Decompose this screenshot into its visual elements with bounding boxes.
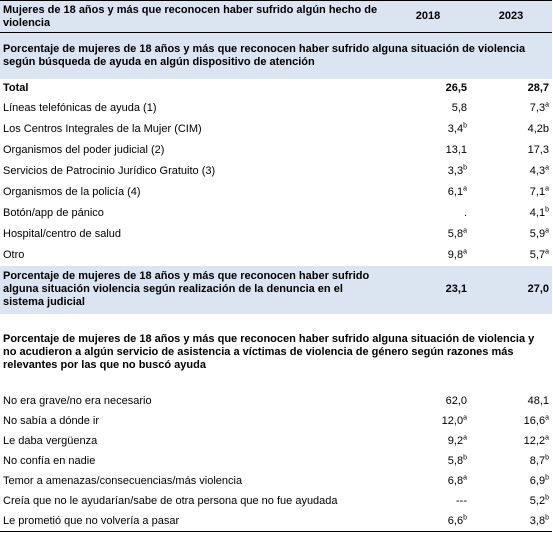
reliability-note: b (545, 205, 549, 213)
value-text: 4,1 (529, 206, 546, 219)
reason-row (0, 472, 552, 492)
reliability-note: a (463, 184, 467, 192)
value-text: 13,1 (445, 143, 467, 156)
value-text: 62,0 (445, 395, 467, 407)
help-source-value-2018 (386, 182, 470, 203)
help-source-label: Hospital/centro de salud (3, 227, 122, 240)
help-source-value-2023 (470, 98, 552, 119)
help-source-row (0, 203, 552, 224)
reliability-note: a (463, 474, 467, 482)
help-source-value-2023 (470, 161, 552, 182)
reliability-note: b (545, 454, 549, 462)
reason-value-2018 (386, 512, 470, 532)
reason-label: Le prometió que no volvería a pasar (0, 512, 386, 532)
help-source-row (0, 182, 552, 203)
value-text: 6,1 (447, 185, 464, 198)
help-source-row (0, 119, 552, 140)
table-title: Mujeres de 18 años y más que reconocen haber sufrido algún hecho de violencia (0, 1, 386, 33)
help-source-value-2018 (386, 203, 470, 224)
reason-value-2023 (470, 472, 552, 492)
reason-value-2023 (470, 432, 552, 452)
value-text: 6,6 (447, 514, 464, 527)
reason-label: Le daba vergüenza (3, 435, 98, 447)
reason-label: No confía en nadie (3, 455, 96, 467)
section-complaint-row (0, 266, 552, 314)
reason-row (0, 392, 552, 412)
reason-value-2023 (470, 412, 552, 432)
header-row (0, 1, 552, 33)
help-source-value-2023 (470, 224, 552, 245)
reason-label: No sabía a dónde ir (3, 415, 100, 427)
year-2023-header: 2023 (470, 1, 552, 33)
value-text: --- (456, 495, 467, 507)
reason-label: Temor a amenazas/consecuencias/más violencia (3, 475, 243, 487)
value-text: 5,8 (447, 227, 464, 240)
help-source-label: Los Centros Integrales de la Mujer (CIM) (3, 122, 202, 135)
total-label: Total (3, 81, 29, 94)
help-source-value-2018 (386, 224, 470, 245)
help-source-label: Servicios de Patrocinio Jurídico Gratuito (3) (3, 164, 216, 177)
help-source-value-2018 (386, 245, 470, 266)
reason-value-2023 (470, 392, 552, 412)
reason-value-2023 (470, 512, 552, 532)
reliability-note: b (463, 121, 467, 129)
section-reasons-header (0, 314, 552, 392)
value-text: 12,2 (523, 435, 546, 447)
help-source-value-2023 (470, 203, 552, 224)
value-text: 8,7 (529, 455, 546, 467)
reason-value-2018 (386, 412, 470, 432)
help-source-row (0, 245, 552, 266)
value-text: 9,8 (447, 248, 464, 261)
value-text: 9,2 (447, 435, 464, 447)
reliability-note: b (463, 514, 467, 522)
reliability-note: a (463, 434, 467, 442)
value-text: 6,9 (529, 475, 546, 487)
reason-value-2023 (470, 492, 552, 512)
reliability-note: a (545, 434, 549, 442)
help-source-row (0, 224, 552, 245)
reliability-note: b (545, 514, 549, 522)
reason-value-2018 (386, 472, 470, 492)
reason-row (0, 452, 552, 472)
value-text: 3,4 (447, 122, 464, 135)
reason-row (0, 512, 552, 532)
reason-value-2023 (470, 452, 552, 472)
complaint-2018: 23,1 (386, 266, 470, 314)
value-text: 3,3 (447, 164, 464, 177)
reliability-note: a (545, 184, 549, 192)
help-source-value-2018 (386, 161, 470, 182)
help-source-value-2018 (386, 140, 470, 161)
value-text: 7,1 (529, 185, 546, 198)
reliability-note: a (545, 100, 549, 108)
help-source-value-2023 (470, 119, 552, 140)
reason-value-2018 (386, 492, 470, 512)
reason-label: No era grave/no era necesario (3, 395, 152, 407)
reliability-note: a (463, 226, 467, 234)
value-text: 16,6 (523, 415, 546, 427)
help-source-row (0, 98, 552, 119)
value-text: 4,3 (529, 164, 546, 177)
help-source-row (0, 161, 552, 182)
value-text: 4,2b (527, 122, 549, 135)
value-text: . (463, 206, 467, 219)
reliability-note: a (545, 226, 549, 234)
section-help-seeking-title: Porcentaje de mujeres de 18 años y más que reconocen haber sufrido alguna situación de violencia según búsqueda de ayuda en algún dispositivo de atención (0, 33, 552, 79)
value-text: 5,8 (447, 455, 464, 467)
total-2018: 26,5 (445, 81, 467, 94)
reliability-note: b (463, 163, 467, 171)
complaint-2023: 27,0 (470, 266, 552, 314)
reason-row (0, 412, 552, 432)
help-source-value-2018 (386, 98, 470, 119)
section-reasons-title: Porcentaje de mujeres de 18 años y más que reconocen haber sufrido alguna situación de violencia y no acudieron a algún servicio de asistencia a víctimas de violencia de género según razones más relevantes por las que no buscó ayuda (3, 333, 535, 371)
value-text: 3,8 (529, 514, 546, 527)
value-text: 5,9 (529, 227, 546, 240)
help-source-label: Organismos de la policía (4) (3, 185, 141, 198)
reason-row (0, 432, 552, 452)
total-row (0, 79, 552, 98)
reliability-note: b (463, 454, 467, 462)
value-text: 5,8 (451, 101, 467, 114)
reliability-note: a (463, 414, 467, 422)
help-source-row (0, 140, 552, 161)
help-source-value-2023 (470, 245, 552, 266)
reason-label: Creía que no le ayudarían/sabe de otra persona que no fue ayudada (3, 495, 338, 507)
section-complaint-title: Porcentaje de mujeres de 18 años y más que reconocen haber sufrido alguna situación violencia según realización de la denuncia en el sistema judicial (0, 266, 386, 314)
reliability-note: b (545, 474, 549, 482)
help-source-label: Botón/app de pánico (3, 206, 104, 219)
reason-value-2018 (386, 432, 470, 452)
help-source-value-2023 (470, 140, 552, 161)
value-text: 5,2 (529, 495, 546, 507)
value-text: 5,7 (529, 248, 546, 261)
reliability-note: a (545, 414, 549, 422)
reason-row (0, 492, 552, 512)
help-source-label: Otro (3, 248, 25, 261)
value-text: 12,0 (441, 415, 464, 427)
year-2018-header: 2018 (386, 1, 470, 33)
reliability-note: a (463, 247, 467, 255)
value-text: 6,8 (447, 475, 464, 487)
value-text: 17,3 (527, 143, 549, 156)
help-source-value-2018 (386, 119, 470, 140)
help-source-label: Organismos del poder judicial (2) (3, 143, 165, 156)
total-2023: 28,7 (527, 81, 549, 94)
reliability-note: a (545, 247, 549, 255)
value-text: 48,1 (527, 395, 549, 407)
reliability-note: b (545, 494, 549, 502)
help-source-value-2023 (470, 182, 552, 203)
help-source-label: Líneas telefónicas de ayuda (1) (3, 101, 157, 114)
value-text: 7,3 (529, 101, 546, 114)
reliability-note: a (545, 163, 549, 171)
section-help-seeking-header (0, 33, 552, 79)
reason-value-2018 (386, 392, 470, 412)
reason-value-2018 (386, 452, 470, 472)
